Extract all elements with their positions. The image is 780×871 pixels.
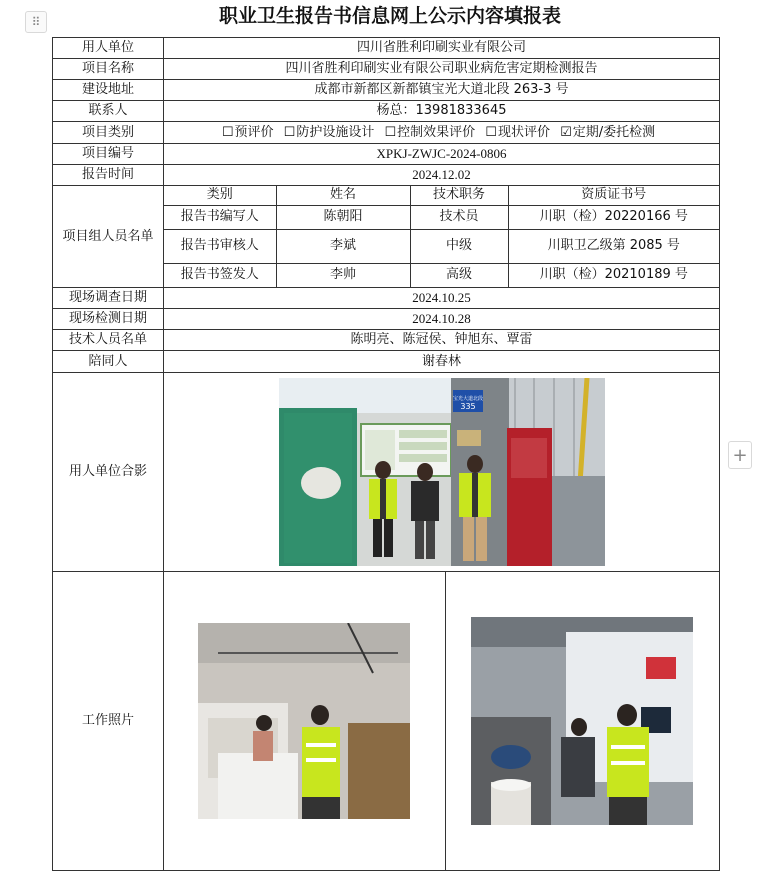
row-contact xyxy=(53,101,720,122)
team-header-cert: 资质证书号 xyxy=(508,186,719,205)
work-photos-cell xyxy=(164,572,720,871)
checkbox-pre-evaluation[interactable]: ☐预评价 xyxy=(221,124,274,140)
value-test-date: 2024.10.28 xyxy=(164,309,720,330)
project-type-options xyxy=(164,122,720,144)
value-survey-date: 2024.10.25 xyxy=(164,288,720,309)
label-project-no: 项目编号 xyxy=(53,144,164,165)
team-header-row xyxy=(164,186,719,205)
team-title: 中级 xyxy=(410,229,508,263)
team-row xyxy=(164,205,719,229)
row-project-no xyxy=(53,144,720,165)
row-work-photos xyxy=(53,572,720,871)
team-role: 报告书签发人 xyxy=(164,263,276,287)
team-cert: 川职（检）20210189 号 xyxy=(539,267,688,283)
team-header-name: 姓名 xyxy=(276,186,410,205)
team-header-role: 类别 xyxy=(164,186,276,205)
label-companion: 陪同人 xyxy=(53,351,164,373)
checkbox-protection-design[interactable]: ☐防护设施设计 xyxy=(283,124,375,140)
team-cert: 川职（检）20220166 号 xyxy=(508,205,719,229)
value-employer: 四川省胜利印刷实业有限公司 xyxy=(164,38,720,59)
work-photos-table xyxy=(164,572,719,870)
team-row xyxy=(164,229,719,263)
row-team xyxy=(53,186,720,288)
team-title: 高级 xyxy=(410,263,508,287)
checkbox-icon: ☐ xyxy=(485,124,497,140)
row-project-name xyxy=(53,59,720,80)
checkbox-control-effect[interactable]: ☐控制效果评价 xyxy=(384,124,476,140)
team-row xyxy=(164,263,719,287)
row-employer xyxy=(53,38,720,59)
label-address: 建设地址 xyxy=(53,80,164,101)
door-sign-text: 宝光大道北段 xyxy=(452,396,483,402)
team-cert: 川职卫乙级第 2085 号 xyxy=(508,229,719,263)
team-name: 陈朝阳 xyxy=(276,205,410,229)
label-employer: 用人单位 xyxy=(53,38,164,59)
page-title: 职业卫生报告书信息网上公示内容填报表 xyxy=(218,5,561,27)
checkbox-status-evaluation[interactable]: ☐现状评价 xyxy=(485,124,550,140)
report-form-table xyxy=(52,37,720,871)
value-project-no: XPKJ-ZWJC-2024-0806 xyxy=(164,144,720,165)
label-project-name: 项目名称 xyxy=(53,59,164,80)
work-photo-1 xyxy=(198,623,410,819)
label-project-type: 项目类别 xyxy=(53,122,164,144)
value-contact: 杨总：13981833645 xyxy=(164,101,720,122)
label-survey-date: 现场调查日期 xyxy=(53,288,164,309)
team-name: 李斌 xyxy=(276,229,410,263)
group-photo-cell xyxy=(164,373,720,572)
label-work-photos: 工作照片 xyxy=(53,572,164,871)
plus-icon[interactable]: + xyxy=(728,441,752,469)
checkbox-icon: ☐ xyxy=(384,124,397,140)
row-survey-date xyxy=(53,288,720,309)
label-technicians: 技术人员名单 xyxy=(53,330,164,351)
row-technicians xyxy=(53,330,720,351)
value-project-name: 四川省胜利印刷实业有限公司职业病危害定期检测报告 xyxy=(164,59,720,80)
checkbox-periodic-test[interactable]: ☑定期/委托检测 xyxy=(560,124,656,140)
row-group-photo xyxy=(53,373,720,572)
checkbox-checked-icon: ☑ xyxy=(560,124,572,140)
row-companion xyxy=(53,351,720,373)
value-companion: 谢春林 xyxy=(164,351,720,373)
drag-handle-icon[interactable]: ⠿ xyxy=(25,11,47,33)
label-group-photo: 用人单位合影 xyxy=(53,373,164,572)
team-role: 报告书编写人 xyxy=(164,205,276,229)
team-role: 报告书审核人 xyxy=(164,229,276,263)
label-team: 项目组人员名单 xyxy=(53,186,164,288)
team-header-title: 技术职务 xyxy=(410,186,508,205)
row-project-type xyxy=(53,122,720,144)
work-photo-2 xyxy=(471,617,693,825)
door-number-text: 335 xyxy=(459,402,476,411)
work-photo-left-cell xyxy=(164,572,445,870)
value-address: 成都市新都区新都镇宝光大道北段 263-3 号 xyxy=(164,80,720,101)
team-title: 技术员 xyxy=(410,205,508,229)
value-technicians: 陈明亮、陈冠侯、钟旭东、覃雷 xyxy=(164,330,720,351)
row-address xyxy=(53,80,720,101)
row-report-date xyxy=(53,165,720,186)
group-photo xyxy=(279,378,605,566)
value-report-date: 2024.12.02 xyxy=(164,165,720,186)
checkbox-icon: ☐ xyxy=(221,124,234,140)
label-test-date: 现场检测日期 xyxy=(53,309,164,330)
team-cell xyxy=(164,186,720,288)
label-report-date: 报告时间 xyxy=(53,165,164,186)
checkbox-icon: ☐ xyxy=(283,124,296,140)
team-name: 李帅 xyxy=(276,263,410,287)
team-table xyxy=(164,186,719,287)
work-photo-right-cell xyxy=(445,572,719,870)
row-test-date xyxy=(53,309,720,330)
label-contact: 联系人 xyxy=(53,101,164,122)
